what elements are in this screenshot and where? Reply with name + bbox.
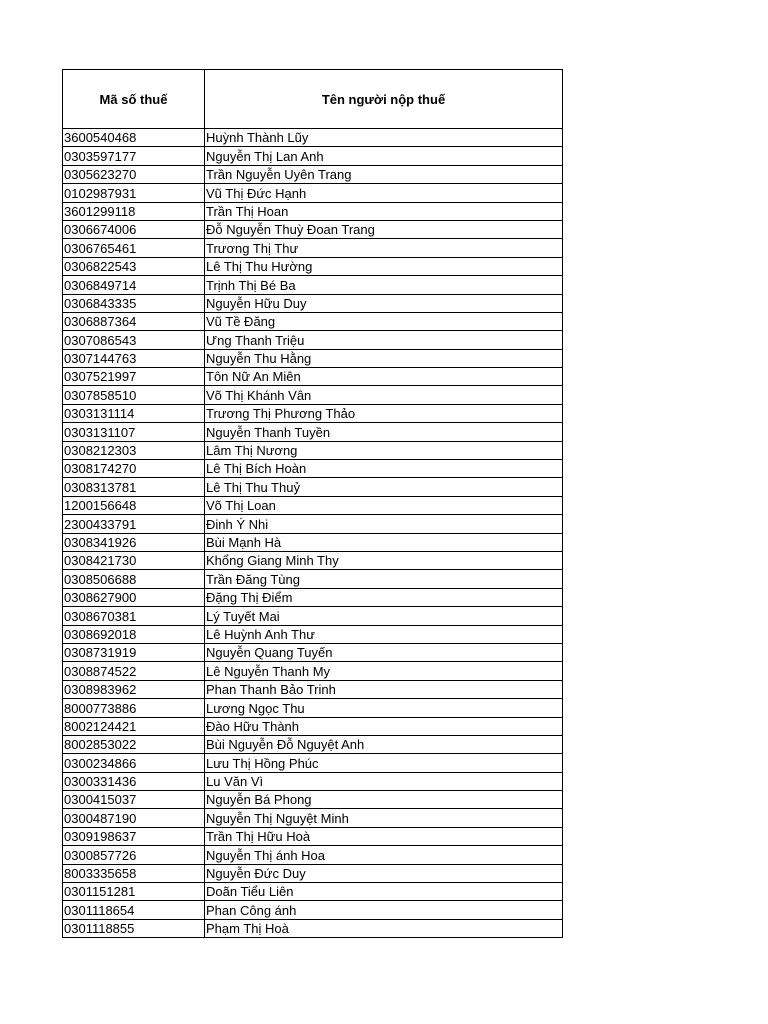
- tax-code-cell: 0303131107: [63, 423, 205, 441]
- table-row: [63, 220, 563, 238]
- taxpayer-name-cell: Lưu Thị Hồng Phúc: [205, 754, 563, 772]
- taxpayer-name-cell: Đặng Thị Điểm: [205, 588, 563, 606]
- taxpayer-name-cell: Lâm Thị Nương: [205, 441, 563, 459]
- table-row: [63, 239, 563, 257]
- table-row: [63, 184, 563, 202]
- table-row: [63, 772, 563, 790]
- table-row: [63, 496, 563, 514]
- taxpayer-name-column-header: Tên người nộp thuế: [205, 70, 563, 129]
- tax-code-column-header: Mã số thuế: [63, 70, 205, 129]
- taxpayer-name-cell: Nguyễn Thị Lan Anh: [205, 147, 563, 165]
- taxpayer-name-cell: Võ Thị Loan: [205, 496, 563, 514]
- tax-code-cell: 0300857726: [63, 846, 205, 864]
- tax-code-cell: 0303597177: [63, 147, 205, 165]
- tax-code-cell: 0300234866: [63, 754, 205, 772]
- tax-code-cell: 0307858510: [63, 386, 205, 404]
- taxpayer-name-cell: Phan Thanh Bảo Trinh: [205, 680, 563, 698]
- tax-code-cell: 0301118654: [63, 901, 205, 919]
- table-row: [63, 147, 563, 165]
- table-row: [63, 809, 563, 827]
- tax-code-cell: 0309198637: [63, 827, 205, 845]
- tax-code-cell: 3600540468: [63, 129, 205, 147]
- tax-code-cell: 0308874522: [63, 662, 205, 680]
- tax-code-cell: 0308670381: [63, 607, 205, 625]
- table-row: [63, 294, 563, 312]
- table-row: [63, 625, 563, 643]
- tax-code-cell: 2300433791: [63, 515, 205, 533]
- table-row: [63, 312, 563, 330]
- taxpayer-name-cell: Lê Thị Thu Hường: [205, 257, 563, 275]
- taxpayer-name-cell: Vũ Tề Đăng: [205, 312, 563, 330]
- tax-code-cell: 0306849714: [63, 276, 205, 294]
- tax-code-cell: 8002124421: [63, 717, 205, 735]
- tax-code-cell: 0301118855: [63, 919, 205, 937]
- tax-code-cell: 0306674006: [63, 220, 205, 238]
- taxpayer-name-cell: Nguyễn Bá Phong: [205, 791, 563, 809]
- table-row: [63, 533, 563, 551]
- tax-code-cell: 0301151281: [63, 883, 205, 901]
- tax-code-cell: 0308692018: [63, 625, 205, 643]
- tax-code-cell: 0303131114: [63, 404, 205, 422]
- taxpayer-name-cell: Võ Thị Khánh Vân: [205, 386, 563, 404]
- taxpayer-name-cell: Nguyễn Quang Tuyến: [205, 643, 563, 661]
- table-row: [63, 864, 563, 882]
- table-row: [63, 551, 563, 569]
- tax-code-cell: 0300487190: [63, 809, 205, 827]
- table-row: [63, 165, 563, 183]
- tax-code-cell: 0308212303: [63, 441, 205, 459]
- tax-code-cell: 8002853022: [63, 735, 205, 753]
- table-row: [63, 276, 563, 294]
- tax-code-cell: 0306887364: [63, 312, 205, 330]
- taxpayer-name-cell: Trần Thị Hoan: [205, 202, 563, 220]
- taxpayer-name-cell: Đỗ Nguyễn Thuỳ Đoan Trang: [205, 220, 563, 238]
- table-row: [63, 257, 563, 275]
- table-row: [63, 901, 563, 919]
- tax-code-cell: 8000773886: [63, 699, 205, 717]
- taxpayer-name-cell: Trần Đăng Tùng: [205, 570, 563, 588]
- tax-code-cell: 0308341926: [63, 533, 205, 551]
- taxpayer-name-cell: Lương Ngọc Thu: [205, 699, 563, 717]
- taxpayer-name-cell: Nguyễn Hữu Duy: [205, 294, 563, 312]
- taxpayer-name-cell: Vũ Thị Đức Hạnh: [205, 184, 563, 202]
- table-row: [63, 791, 563, 809]
- taxpayer-name-cell: Nguyễn Thị ánh Hoa: [205, 846, 563, 864]
- tax-code-cell: 0306822543: [63, 257, 205, 275]
- tax-code-cell: 0308421730: [63, 551, 205, 569]
- table-row: [63, 735, 563, 753]
- table-row: [63, 846, 563, 864]
- taxpayer-name-cell: Lý Tuyết Mai: [205, 607, 563, 625]
- taxpayer-name-cell: Lê Huỳnh Anh Thư: [205, 625, 563, 643]
- taxpayer-name-cell: Nguyễn Đức Duy: [205, 864, 563, 882]
- taxpayer-name-cell: Huỳnh Thành Lũy: [205, 129, 563, 147]
- taxpayer-name-cell: Nguyễn Thu Hằng: [205, 349, 563, 367]
- table-row: [63, 699, 563, 717]
- taxpayer-name-cell: Lê Nguyễn Thanh My: [205, 662, 563, 680]
- taxpayer-name-cell: Trần Nguyễn Uyên Trang: [205, 165, 563, 183]
- table-row: [63, 423, 563, 441]
- taxpayer-name-cell: Đào Hữu Thành: [205, 717, 563, 735]
- table-row: [63, 717, 563, 735]
- table-row: [63, 404, 563, 422]
- table-row: [63, 607, 563, 625]
- table-body: [63, 129, 563, 938]
- taxpayer-name-cell: Trịnh Thị Bé Ba: [205, 276, 563, 294]
- table-row: [63, 827, 563, 845]
- table-row: [63, 515, 563, 533]
- taxpayer-name-cell: Lê Thị Bích Hoàn: [205, 460, 563, 478]
- table-row: [63, 478, 563, 496]
- tax-code-cell: 0300415037: [63, 791, 205, 809]
- tax-code-cell: 0307086543: [63, 331, 205, 349]
- table-row: [63, 680, 563, 698]
- table-row: [63, 202, 563, 220]
- tax-code-cell: 8003335658: [63, 864, 205, 882]
- table-row: [63, 129, 563, 147]
- table-row: [63, 588, 563, 606]
- tax-code-cell: 0308627900: [63, 588, 205, 606]
- table-row: [63, 331, 563, 349]
- taxpayer-name-cell: Ưng Thanh Triệu: [205, 331, 563, 349]
- tax-code-cell: 0307144763: [63, 349, 205, 367]
- taxpayer-table: [62, 69, 563, 938]
- tax-code-cell: 0308731919: [63, 643, 205, 661]
- table-row: [63, 441, 563, 459]
- tax-code-cell: 0308174270: [63, 460, 205, 478]
- table-row: [63, 349, 563, 367]
- tax-code-cell: 0306843335: [63, 294, 205, 312]
- taxpayer-name-cell: Bùi Mạnh Hà: [205, 533, 563, 551]
- taxpayer-name-cell: Nguyễn Thị Nguyệt Minh: [205, 809, 563, 827]
- table-header: [63, 70, 563, 129]
- tax-code-cell: 1200156648: [63, 496, 205, 514]
- header-row: [63, 70, 563, 129]
- taxpayer-name-cell: Trần Thị Hữu Hoà: [205, 827, 563, 845]
- tax-code-cell: 0308983962: [63, 680, 205, 698]
- taxpayer-name-cell: Đinh Ý Nhi: [205, 515, 563, 533]
- taxpayer-name-cell: Doãn Tiểu Liên: [205, 883, 563, 901]
- tax-code-cell: 3601299118: [63, 202, 205, 220]
- taxpayer-name-cell: Trương Thị Thư: [205, 239, 563, 257]
- table-row: [63, 386, 563, 404]
- taxpayer-name-cell: Lê Thị Thu Thuỷ: [205, 478, 563, 496]
- table-row: [63, 368, 563, 386]
- tax-code-cell: 0300331436: [63, 772, 205, 790]
- table-row: [63, 754, 563, 772]
- taxpayer-name-cell: Nguyễn Thanh Tuyền: [205, 423, 563, 441]
- taxpayer-name-cell: Bùi Nguyễn Đỗ Nguyệt Anh: [205, 735, 563, 753]
- tax-code-cell: 0308506688: [63, 570, 205, 588]
- tax-code-cell: 0308313781: [63, 478, 205, 496]
- taxpayer-name-cell: Trương Thị Phương Thảo: [205, 404, 563, 422]
- table-row: [63, 643, 563, 661]
- tax-code-cell: 0306765461: [63, 239, 205, 257]
- taxpayer-name-cell: Tôn Nữ An Miên: [205, 368, 563, 386]
- taxpayer-name-cell: Khổng Giang Minh Thy: [205, 551, 563, 569]
- tax-code-cell: 0307521997: [63, 368, 205, 386]
- taxpayer-name-cell: Lu Văn Vì: [205, 772, 563, 790]
- taxpayer-name-cell: Phan Công ánh: [205, 901, 563, 919]
- table-row: [63, 919, 563, 937]
- tax-code-cell: 0305623270: [63, 165, 205, 183]
- table-row: [63, 662, 563, 680]
- table-row: [63, 570, 563, 588]
- table-row: [63, 883, 563, 901]
- tax-code-cell: 0102987931: [63, 184, 205, 202]
- table-row: [63, 460, 563, 478]
- taxpayer-name-cell: Phạm Thị Hoà: [205, 919, 563, 937]
